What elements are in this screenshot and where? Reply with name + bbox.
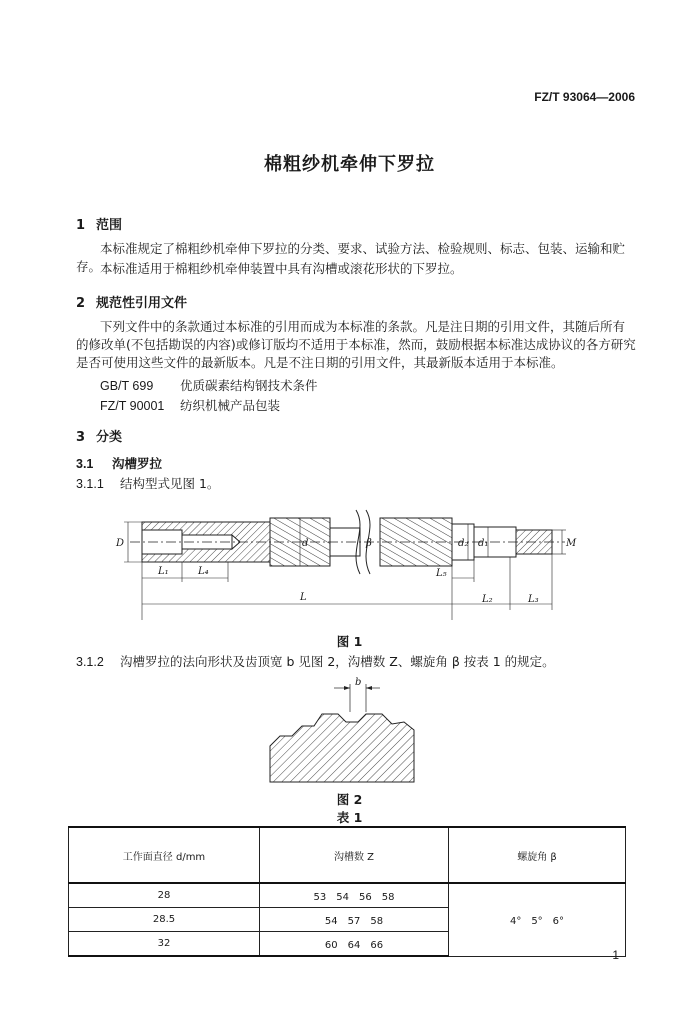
clause-3-1-2-text: 沟槽罗拉的法向形状及齿顶宽 b 见图 2，沟槽数 Z、螺旋角 β 按表 1 的规定。 — [120, 654, 555, 669]
cell-diameter: 28.5 — [69, 908, 260, 932]
section-3-title: 分类 — [96, 430, 123, 445]
reference-item — [100, 376, 318, 394]
table-1 — [68, 826, 626, 957]
section-1-title: 范围 — [96, 218, 123, 233]
cell-flute-count: 54 57 58 — [260, 908, 449, 932]
figure-1-caption: 图 1 — [336, 634, 363, 649]
figure-2-tooth-profile — [262, 674, 422, 786]
cell-flute-count: 53 54 56 58 — [260, 883, 449, 908]
clause-3-1-2 — [76, 652, 555, 670]
table-1-caption: 表 1 — [336, 810, 363, 825]
figure-2-caption: 图 2 — [336, 792, 363, 807]
figure-1-label-L1: L₁ — [158, 566, 169, 577]
figure-1-label-d1: d₁ — [478, 538, 489, 549]
cell-flute-count: 60 64 66 — [260, 932, 449, 957]
figure-1-label-L2: L₂ — [482, 594, 493, 605]
section-1-heading — [76, 214, 122, 233]
reference-title: 纺织机械产品包装 — [180, 398, 281, 413]
figure-1-label-L4: L₄ — [198, 566, 209, 577]
reference-code: GB/T 699 — [100, 379, 154, 393]
section-3-1-title: 沟槽罗拉 — [112, 456, 163, 471]
section-3-heading — [76, 426, 122, 445]
figure-1-label-L: L — [300, 592, 307, 603]
header-diameter: 工作面直径 d/mm — [69, 827, 260, 883]
cell-diameter: 28 — [69, 883, 260, 908]
section-1-number: 1 — [76, 218, 86, 233]
section-2-paragraph-1: 下列文件中的条款通过本标准的引用而成为本标准的条款。凡是注日期的引用文件，其随后所有的修改单(不包括勘误的内容)或修订版均不适用于本标准，然而，鼓励根据本标准达成协议的各方研究是否可使用这些文件的最新版本。凡是不注日期的引用文件，其最新版本适用于本标准。 — [76, 319, 636, 370]
figure-1-label-beta: β — [366, 538, 372, 549]
cell-diameter: 32 — [69, 932, 260, 957]
figure-1-label-L3: L₃ — [528, 594, 539, 605]
section-1-paragraph-1: 本标准规定了棉粗纱机牵伸下罗拉的分类、要求、试验方法、检验规则、标志、包装、运输和贮存。 — [76, 241, 626, 274]
clause-3-1-1 — [76, 474, 219, 492]
figure-1-label-M: M — [566, 538, 577, 549]
figure-1-label-d: d — [302, 538, 309, 549]
clause-3-1-1-text: 结构型式见图 1。 — [120, 476, 220, 491]
section-3-1-heading — [76, 454, 162, 472]
clause-3-1-2-number: 3.1.2 — [76, 655, 104, 669]
section-2-number: 2 — [76, 296, 86, 311]
section-3-number: 3 — [76, 430, 86, 445]
document-title: 棉粗纱机牵伸下罗拉 — [264, 154, 435, 175]
section-1-paragraph-2: 本标准适用于棉粗纱机牵伸装置中具有沟槽或滚花形状的下罗拉。 — [100, 261, 463, 276]
section-2-heading — [76, 292, 187, 311]
header-helix-angle: 螺旋角 β — [449, 827, 626, 883]
figure-1-label-L5: L₅ — [436, 568, 447, 579]
header-flute-count: 沟槽数 Z — [260, 827, 449, 883]
section-2-title: 规范性引用文件 — [96, 296, 188, 311]
figure-1-roller-drawing — [110, 500, 580, 630]
figure-2-label-b: b — [355, 677, 362, 688]
clause-3-1-1-number: 3.1.1 — [76, 477, 104, 491]
figure-1-label-D: D — [116, 538, 125, 549]
reference-item — [100, 396, 280, 414]
cell-helix-angle: 4° 5° 6° — [449, 883, 626, 956]
table-header-row — [69, 827, 626, 883]
page-number: 1 — [612, 948, 619, 962]
figure-1-label-d2: d₂ — [458, 538, 469, 549]
section-3-1-number: 3.1 — [76, 457, 94, 471]
table-row — [69, 883, 626, 908]
reference-code: FZ/T 90001 — [100, 399, 165, 413]
standard-number: FZ/T 93064—2006 — [534, 90, 635, 104]
reference-title: 优质碳素结构钢技术条件 — [180, 378, 318, 393]
